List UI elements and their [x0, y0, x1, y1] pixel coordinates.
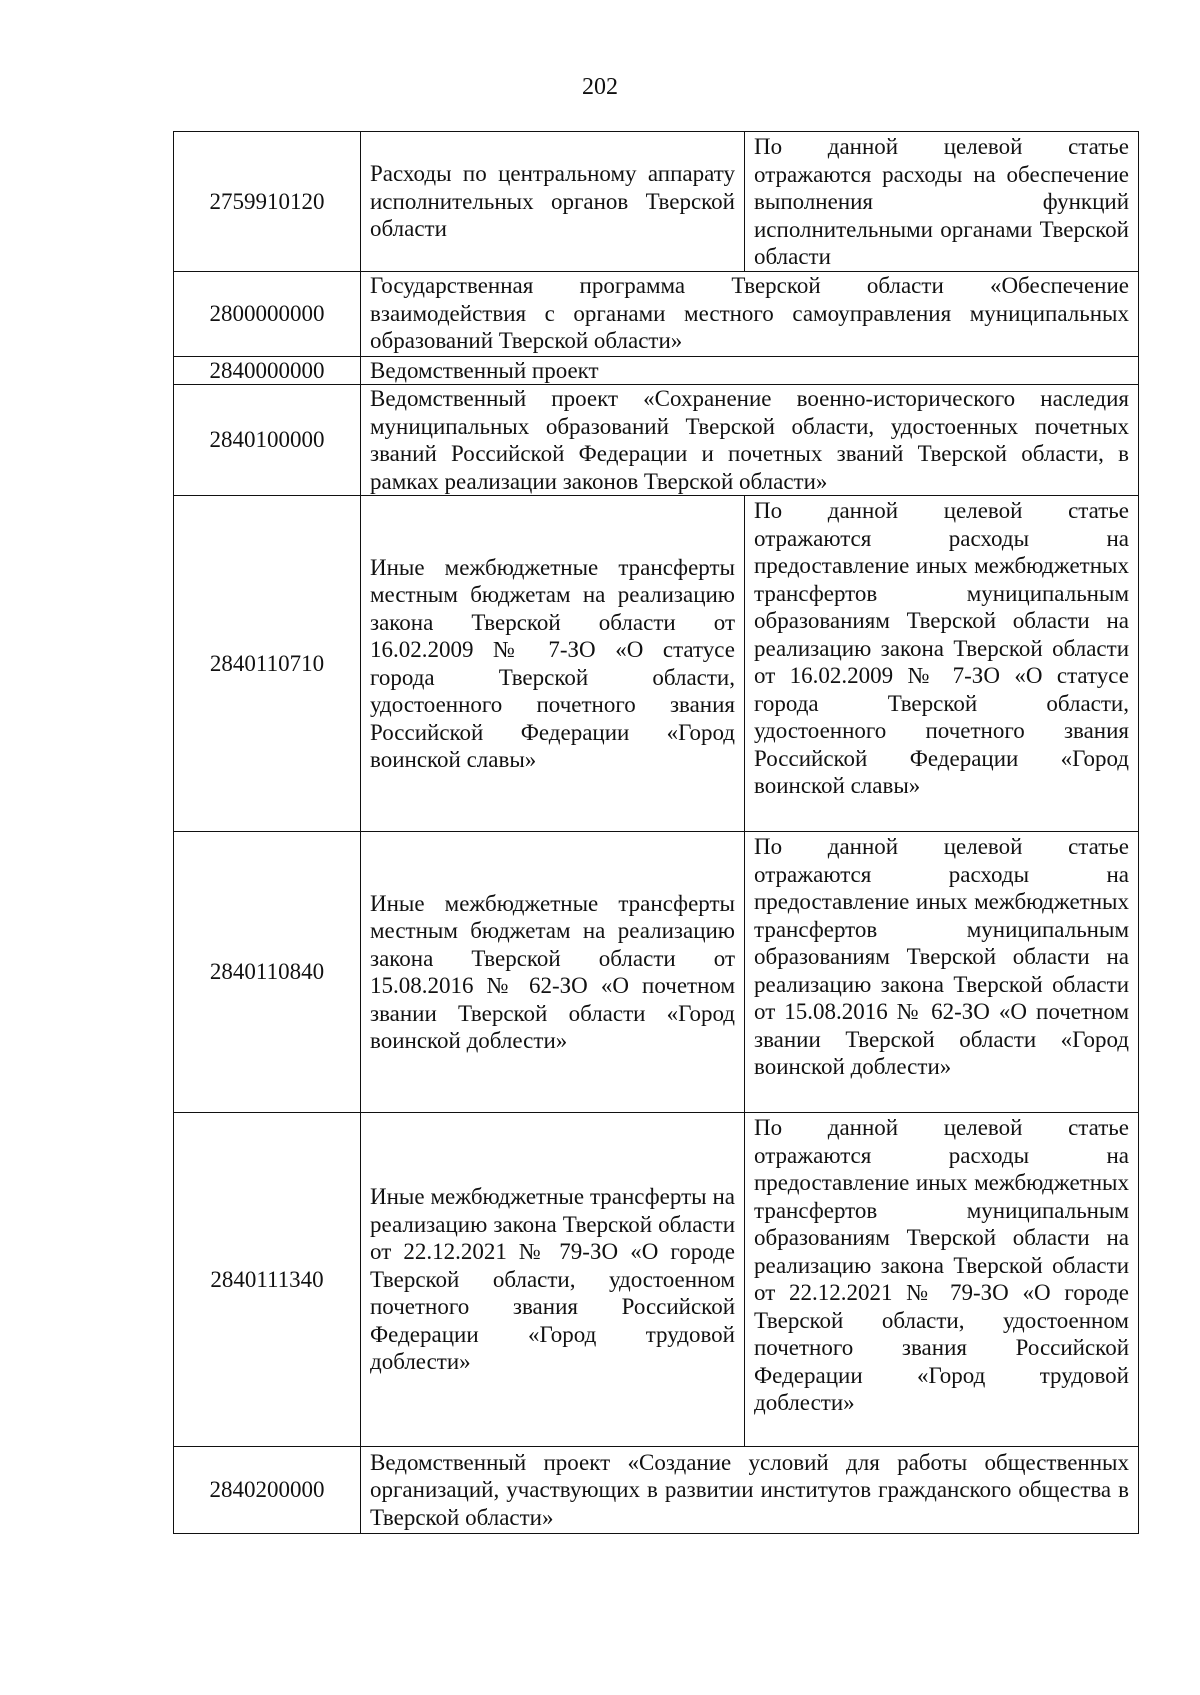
row-title: Ведомственный проект «Создание условий для работы общественных организаций, участвующих в развитии институтов гражданского общества в Тверской области»: [361, 1447, 1139, 1534]
row-description: По данной целевой статье отражаются расходы на предоставление иных межбюджетных трансфертов муниципальным образованиям Тверской области на реализацию закона Тверской области от 16.02.2009 № 7-ЗО «О статусе города Тверской области, удостоенного почетного звания Российской Федерации «Город воинской славы»: [745, 496, 1139, 832]
page-number: 202: [582, 74, 618, 100]
row-name: Иные межбюджетные трансферты на реализацию закона Тверской области от 22.12.2021 № 79-ЗО «О городе Тверской области, удостоенном почетного звания Российской Федерации «Город трудовой доблести»: [361, 1113, 745, 1447]
table-row: [174, 1447, 1139, 1534]
row-name: Расходы по центральному аппарату исполнительных органов Тверской области: [361, 132, 745, 272]
row-code: 2840100000: [174, 385, 361, 496]
row-code: 2759910120: [174, 132, 361, 272]
row-description: По данной целевой статье отражаются расходы на предоставление иных межбюджетных трансфертов муниципальным образованиям Тверской области на реализацию закона Тверской области от 22.12.2021 № 79-ЗО «О городе Тверской области, удостоенном почетного звания Российской Федерации «Город трудовой доблести»: [745, 1113, 1139, 1447]
table-row: [174, 385, 1139, 496]
row-code: 2840000000: [174, 356, 361, 385]
row-title: Ведомственный проект: [361, 356, 1139, 385]
row-title: Ведомственный проект «Сохранение военно-исторического наследия муниципальных образований Тверской области, удостоенных почетных званий Российской Федерации и почетных званий Тверской области, в рамках реализации законов Тверской области»: [361, 385, 1139, 496]
row-code: 2840110710: [174, 496, 361, 832]
row-code: 2840110840: [174, 832, 361, 1113]
table-row: [174, 356, 1139, 385]
table-row: [174, 832, 1139, 1113]
row-code: 2840200000: [174, 1447, 361, 1534]
row-code: 2800000000: [174, 271, 361, 356]
row-description: По данной целевой статье отражаются расходы на предоставление иных межбюджетных трансфертов муниципальным образованиям Тверской области на реализацию закона Тверской области от 15.08.2016 № 62-ЗО «О почетном звании Тверской области «Город воинской доблести»: [745, 832, 1139, 1113]
row-name: Иные межбюджетные трансферты местным бюджетам на реализацию закона Тверской области от 16.02.2009 № 7-ЗО «О статусе города Тверской области, удостоенного почетного звания Российской Федерации «Город воинской славы»: [361, 496, 745, 832]
table-row: [174, 496, 1139, 832]
table-row: [174, 1113, 1139, 1447]
row-title: Государственная программа Тверской области «Обеспечение взаимодействия с органами местного самоуправления муниципальных образований Тверской области»: [361, 271, 1139, 356]
row-code: 2840111340: [174, 1113, 361, 1447]
table-row: [174, 132, 1139, 272]
row-name: Иные межбюджетные трансферты местным бюджетам на реализацию закона Тверской области от 15.08.2016 № 62-ЗО «О почетном звании Тверской области «Город воинской доблести»: [361, 832, 745, 1113]
table-row: [174, 271, 1139, 356]
budget-classification-table: [173, 131, 1139, 1534]
row-description: По данной целевой статье отражаются расходы на обеспечение выполнения функций исполнительными органами Тверской области: [745, 132, 1139, 272]
